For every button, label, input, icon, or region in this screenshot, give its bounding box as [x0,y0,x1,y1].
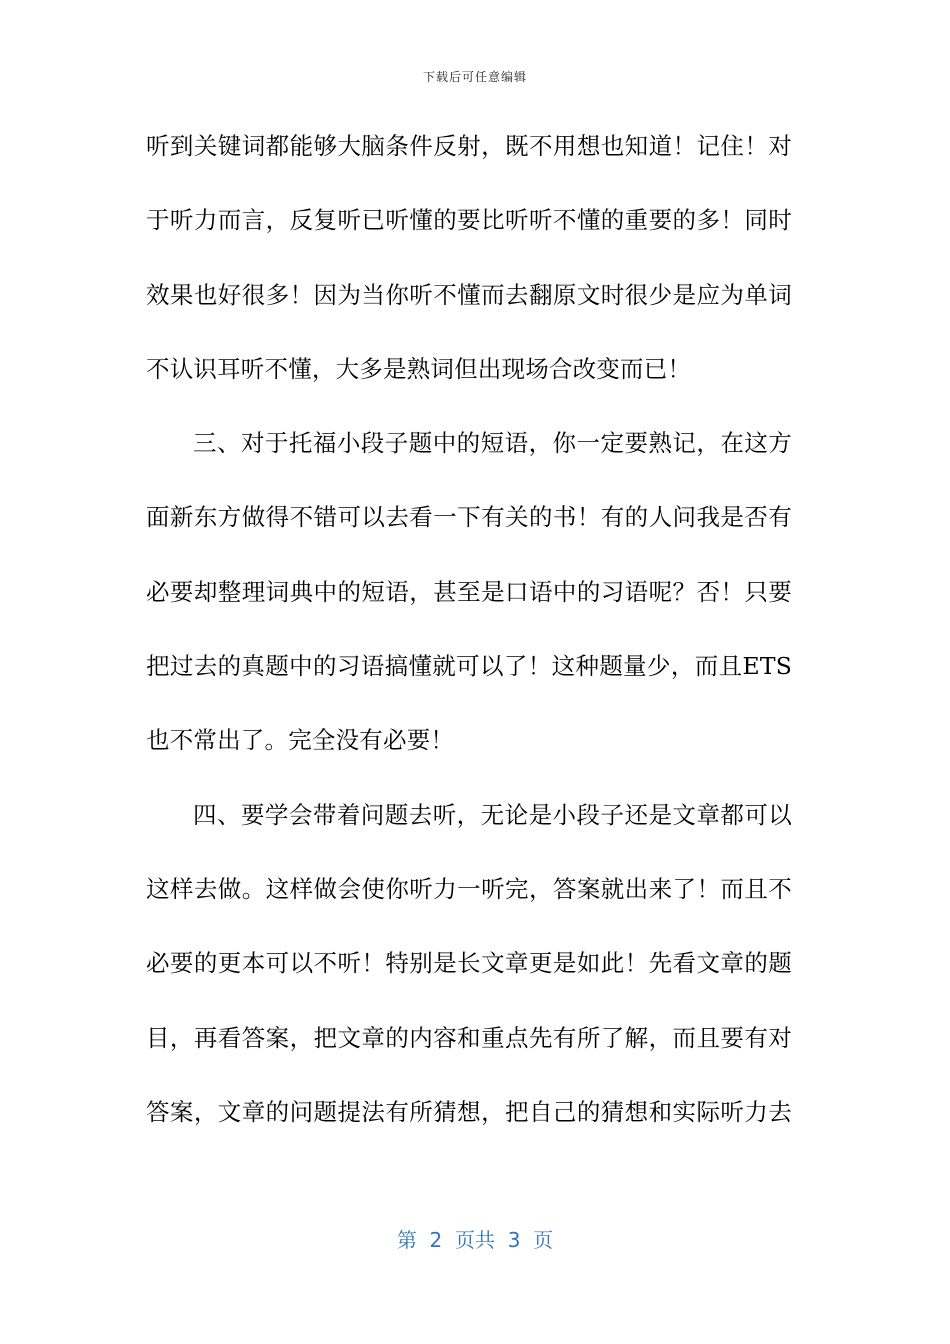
page-header: 下载后可任意编辑 [422,70,527,84]
document-body [146,122,792,1162]
text-line: 必要的更本可以不听！特别是长文章更是如此！先看文章的题 [146,949,792,978]
text-line: 目，再看答案，把文章的内容和重点先有所了解，而且要有对 [146,1023,792,1052]
text-line: 也不常出了。完全没有必要！ [146,726,455,755]
text-line: 答案，文章的问题提法有所猜想，把自己的猜想和实际听力去 [146,1097,792,1126]
text-line: 听到关键词都能够大脑条件反射，既不用想也知道！记住！对 [146,132,792,160]
text-line: 效果也好很多！因为当你听不懂而去翻原文时很少是应为单词 [146,280,792,309]
text-line: 不认识耳听不懂，大多是熟词但出现场合改变而已！ [146,354,692,383]
text-line: 面新东方做得不错可以去看一下有关的书！有的人问我是否有 [146,503,792,532]
page-footer: 第 2 页共 3 页 [396,1228,554,1252]
text-line: 把过去的真题中的习语搞懂就可以了！这种题量少，而且ETS [146,652,792,681]
text-line: 四、要学会带着问题去听，无论是小段子还是文章都可以 [193,800,792,829]
text-line: 这样去做。这样做会使你听力一听完，答案就出来了！而且不 [146,874,792,903]
text-line: 于听力而言，反复听已听懂的要比听听不懂的重要的多！同时 [146,206,792,235]
text-line: 必要却整理词典中的短语，甚至是口语中的习语呢？否！只要 [146,577,792,606]
text-line: 三、对于托福小段子题中的短语，你一定要熟记，在这方 [193,429,792,458]
